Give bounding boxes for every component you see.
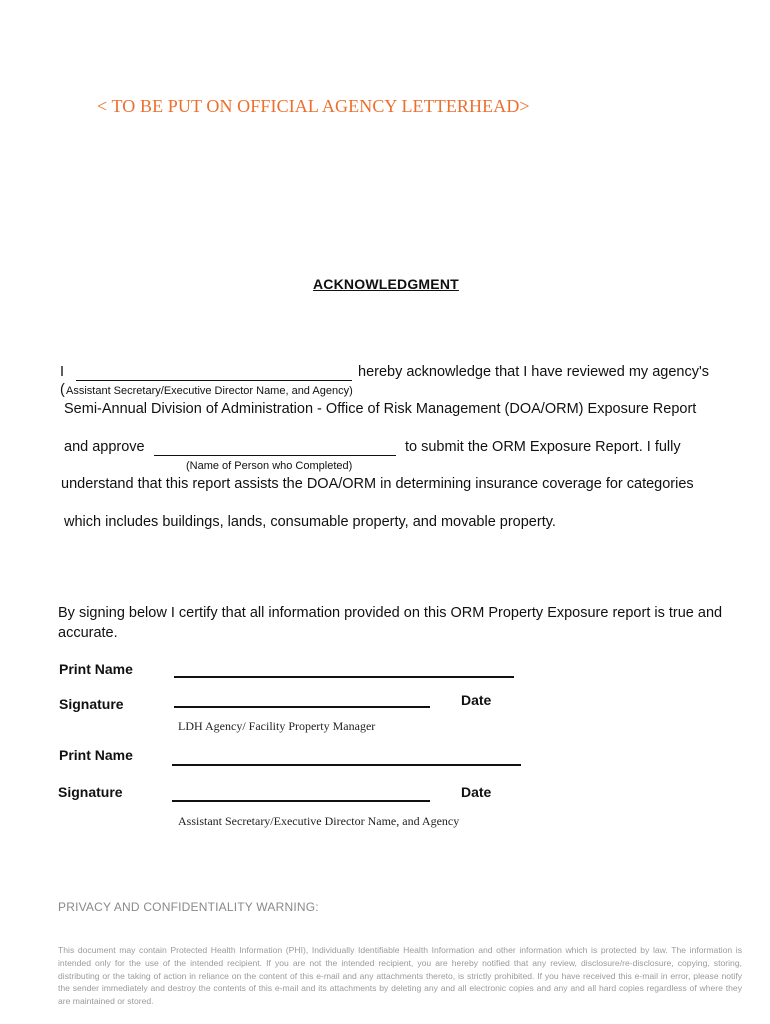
- letterhead-placeholder: < TO BE PUT ON OFFICIAL AGENCY LETTERHEAD>: [97, 96, 530, 116]
- para-line2: Semi-Annual Division of Administration - Office of Risk Management (DOA/ORM) Exposure Report: [64, 401, 697, 417]
- signature-label-1: Signature: [59, 696, 124, 712]
- privacy-heading: PRIVACY AND CONFIDENTIALITY WARNING:: [58, 900, 319, 914]
- signature-label-2: Signature: [58, 784, 123, 800]
- para-line3-end: to submit the ORM Exposure Report. I fully: [405, 439, 681, 455]
- certify-line2: accurate.: [58, 625, 118, 641]
- date-label-2: Date: [461, 784, 492, 800]
- completed-by-name-blank[interactable]: [154, 455, 396, 456]
- para-line4: understand that this report assists the DOA/ORM in determining insurance coverage for categories: [61, 476, 694, 492]
- date-label-1: Date: [461, 692, 492, 708]
- para-line1-end: hereby acknowledge that I have reviewed my agency's: [358, 364, 709, 380]
- signature-line-2[interactable]: [172, 800, 430, 802]
- caption-completed-by: (Name of Person who Completed): [186, 460, 353, 472]
- document-title: ACKNOWLEDGMENT: [313, 276, 459, 292]
- privacy-text: This document may contain Protected Health Information (PHI), Individually Identifiable Health Information and other information which is protected by law. The information is intended only for the use of the intended recipient. If you are not the intended recipient, you are hereby notified that any review, disclosure/re-disclosure, copying, storing, distributing or the taking of action in reliance on the content of this e-mail and any attachments thereto, is strictly prohibited. If you have received this e-mail in error, please notify the sender immediately and destroy the contents of this e-mail and its attachments by deleting any and all electronic copies and any and all hard copies regardless of where they are maintained or stored.: [58, 945, 742, 1007]
- print-name-line-2[interactable]: [172, 764, 521, 766]
- para-line5: which includes buildings, lands, consumable property, and movable property.: [64, 514, 556, 530]
- para-line1-start: I: [60, 364, 65, 380]
- print-name-label-1: Print Name: [59, 661, 133, 677]
- caption-agency-head-2: Assistant Secretary/Executive Director Name, and Agency: [178, 814, 460, 828]
- certify-line1: By signing below I certify that all information provided on this ORM Property Exposure report is true and: [58, 605, 723, 621]
- agency-head-name-blank[interactable]: [76, 380, 352, 381]
- print-name-label-2: Print Name: [59, 747, 133, 763]
- para-line3-start: and approve: [64, 439, 145, 455]
- signature-line-1[interactable]: [174, 706, 430, 708]
- caption1-paren: (: [60, 382, 65, 398]
- print-name-line-1[interactable]: [174, 676, 514, 678]
- caption-agency-head: Assistant Secretary/Executive Director Name, and Agency): [66, 385, 353, 397]
- caption-property-manager: LDH Agency/ Facility Property Manager: [178, 719, 376, 733]
